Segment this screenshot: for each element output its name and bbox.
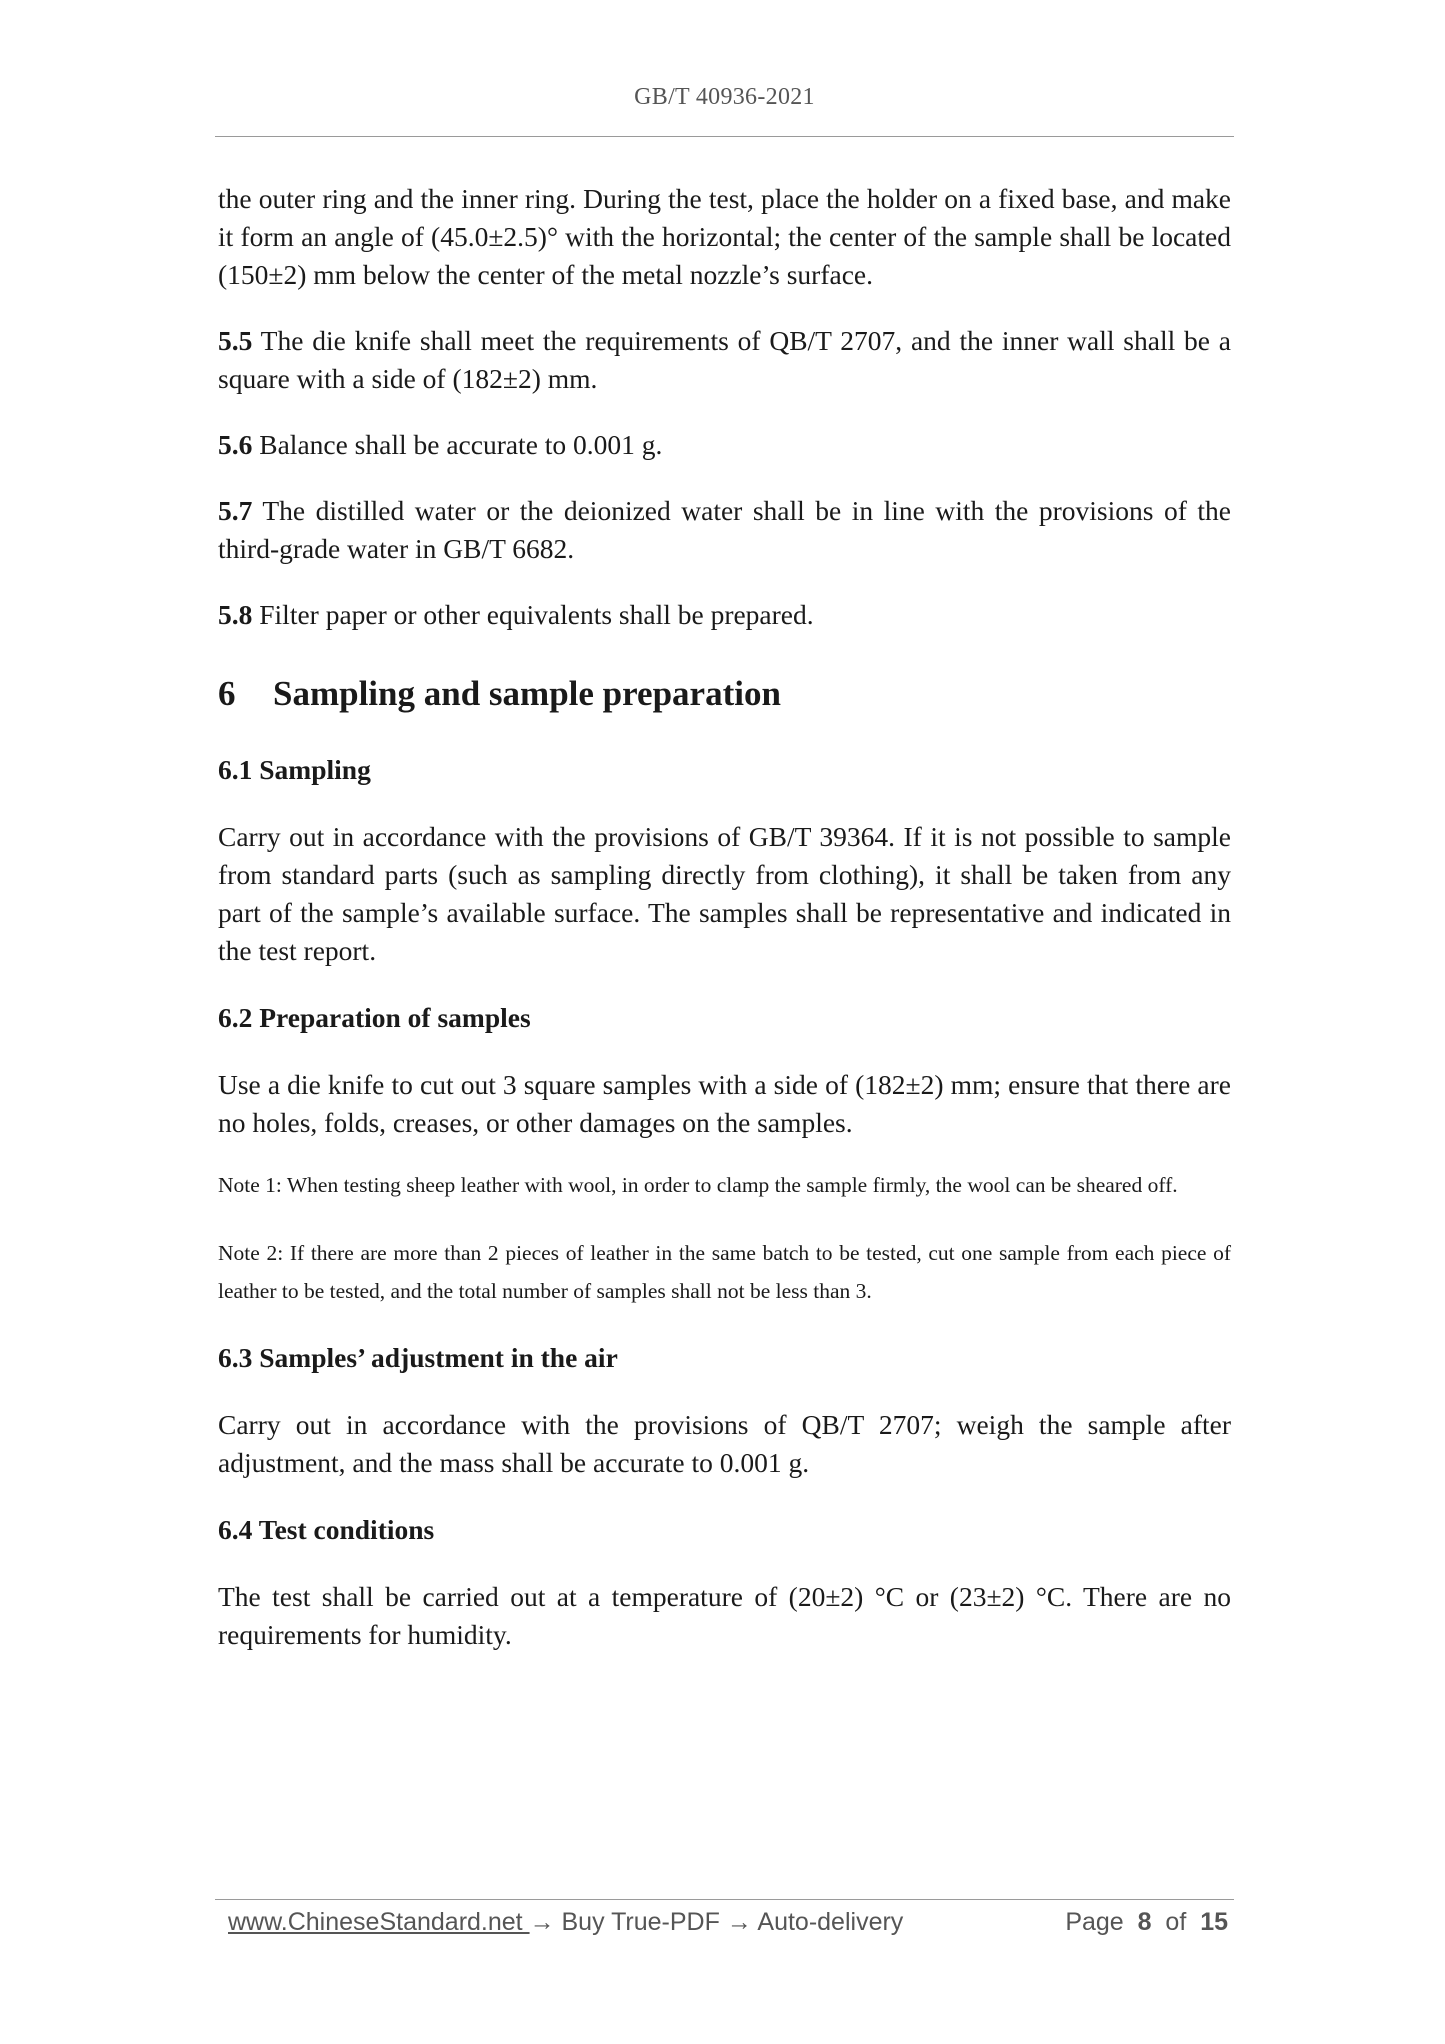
clause-number: 5.6 bbox=[218, 429, 253, 460]
intro-paragraph: the outer ring and the inner ring. During the test, place the holder on a fixed base, and make it form an angle of (45.0±2.5)° with the horizontal; the center of the sample shall be located (150±2) mm below the center of the metal nozzle’s surface. bbox=[218, 183, 1231, 290]
subsection-6-2-text: Use a die knife to cut out 3 square samples with a side of (182±2) mm; ensure that there are no holes, folds, creases, or other damages on the samples. bbox=[218, 1069, 1231, 1138]
page-content bbox=[218, 180, 1231, 1654]
section-6-heading bbox=[218, 672, 1231, 716]
section-number: 6 bbox=[218, 674, 236, 713]
footer-promo bbox=[228, 1908, 903, 1937]
subsection-6-3-heading: 6.3 Samples’ adjustment in the air bbox=[218, 1342, 618, 1373]
note-2: Note 2: If there are more than 2 pieces of leather in the same batch to be tested, cut one sample from each piece of leather to be tested, and the total number of samples shall not be less than 3. bbox=[218, 1241, 1231, 1303]
header-divider bbox=[215, 136, 1234, 137]
of-word: of bbox=[1165, 1908, 1187, 1936]
clause-5-7 bbox=[218, 492, 1231, 568]
website-link[interactable]: www.ChineseStandard.net bbox=[228, 1908, 530, 1936]
total-pages: 15 bbox=[1200, 1908, 1228, 1936]
footer-tagline: → Buy True-PDF → Auto-delivery bbox=[529, 1908, 904, 1936]
clause-number: 5.8 bbox=[218, 599, 253, 630]
clause-text: The distilled water or the deionized water shall be in line with the provisions of the third-grade water in GB/T 6682. bbox=[218, 495, 1231, 564]
subsection-6-4-text: The test shall be carried out at a temperature of (20±2) °C or (23±2) °C. There are no requirements for humidity. bbox=[218, 1581, 1231, 1650]
clause-number: 5.7 bbox=[218, 495, 253, 526]
note-1: Note 1: When testing sheep leather with wool, in order to clamp the sample firmly, the wool can be sheared off. bbox=[218, 1173, 1178, 1197]
subsection-6-1-text: Carry out in accordance with the provisions of GB/T 39364. If it is not possible to sample from standard parts (such as sampling directly from clothing), it shall be taken from any part of the sample’s available surface. The samples shall be representative and indicated in the test report. bbox=[218, 821, 1231, 966]
section-title: Sampling and sample preparation bbox=[273, 674, 781, 713]
clause-text: The die knife shall meet the requirements of QB/T 2707, and the inner wall shall be a square with a side of (182±2) mm. bbox=[218, 325, 1231, 394]
document-code-header: GB/T 40936-2021 bbox=[634, 84, 815, 110]
clause-5-6 bbox=[218, 426, 1231, 464]
current-page: 8 bbox=[1137, 1908, 1152, 1936]
page-number bbox=[1065, 1908, 1228, 1937]
clause-5-5 bbox=[218, 322, 1231, 398]
subsection-6-2-heading: 6.2 Preparation of samples bbox=[218, 1002, 531, 1033]
clause-5-8 bbox=[218, 596, 1231, 634]
clause-number: 5.5 bbox=[218, 325, 253, 356]
page-word: Page bbox=[1065, 1908, 1124, 1936]
clause-text: Balance shall be accurate to 0.001 g. bbox=[252, 429, 663, 460]
page-footer bbox=[228, 1908, 1228, 1948]
subsection-6-1-heading: 6.1 Sampling bbox=[218, 754, 371, 785]
subsection-6-4-heading: 6.4 Test conditions bbox=[218, 1514, 435, 1545]
clause-text: Filter paper or other equivalents shall be prepared. bbox=[252, 599, 814, 630]
subsection-6-3-text: Carry out in accordance with the provisions of QB/T 2707; weigh the sample after adjustment, and the mass shall be accurate to 0.001 g. bbox=[218, 1409, 1231, 1478]
footer-divider bbox=[215, 1899, 1234, 1900]
